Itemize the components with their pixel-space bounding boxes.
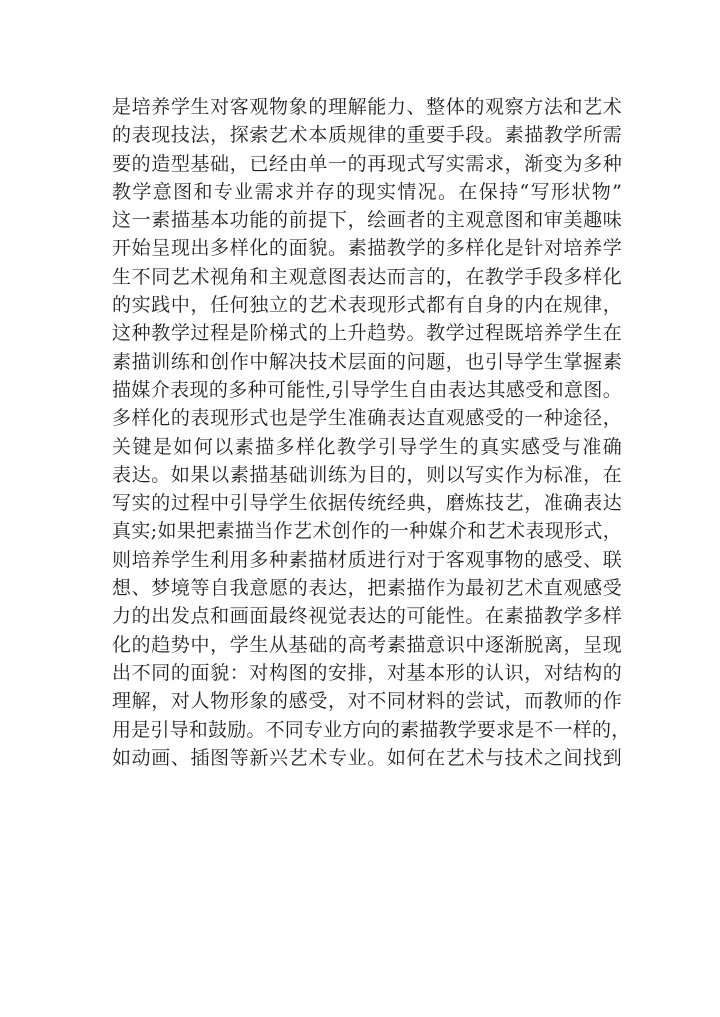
text-line: 生不同艺术视角和主观意图表达而言的，在教学手段多样化 — [112, 265, 622, 288]
text-line: 关键是如何以素描多样化教学引导学生的真实感受与准确 — [112, 435, 622, 458]
text-line: 教学意图和专业需求并存的现实情况。在保持“写形状物” — [112, 180, 622, 203]
text-line: 这种教学过程是阶梯式的上升趋势。教学过程既培养学生在 — [112, 322, 622, 345]
text-line: 力的出发点和画面最终视觉表达的可能性。在素描教学多样 — [112, 605, 622, 628]
text-line: 写实的过程中引导学生依据传统经典，磨炼技艺，准确表达 — [112, 492, 622, 515]
text-line: 则培养学生利用多种素描材质进行对于客观事物的感受、联 — [112, 548, 622, 571]
text-line: 开始呈现出多样化的面貌。素描教学的多样化是针对培养学 — [112, 237, 622, 260]
text-line: 描媒介表现的多种可能性,引导学生自由表达其感受和意图。 — [112, 378, 622, 401]
text-line: 这一素描基本功能的前提下，绘画者的主观意图和审美趣味 — [112, 209, 622, 232]
text-line: 的表现技法，探索艺术本质规律的重要手段。素描教学所需 — [112, 124, 622, 147]
text-line: 出不同的面貌：对构图的安排，对基本形的认识，对结构的 — [112, 661, 622, 684]
text-line: 表达。如果以素描基础训练为目的，则以写实作为标准，在 — [112, 463, 622, 486]
text-line: 想、梦境等自我意愿的表达，把素描作为最初艺术直观感受 — [112, 577, 622, 600]
text-line: 理解，对人物形象的感受，对不同材料的尝试，而教师的作 — [112, 690, 622, 713]
text-line: 的实践中，任何独立的艺术表现形式都有自身的内在规律， — [112, 294, 622, 317]
text-line: 素描训练和创作中解决技术层面的问题，也引导学生掌握素 — [112, 350, 622, 373]
text-line: 化的趋势中，学生从基础的高考素描意识中逐渐脱离，呈现 — [112, 633, 622, 656]
text-line: 是培养学生对客观物象的理解能力、整体的观察方法和艺术 — [112, 96, 622, 118]
body-paragraph — [112, 93, 631, 772]
text-line: 用是引导和鼓励。不同专业方向的素描教学要求是不一样的， — [112, 718, 631, 741]
text-line: 真实;如果把素描当作艺术创作的一种媒介和艺术表现形式， — [112, 520, 622, 543]
text-line: 要的造型基础，已经由单一的再现式写实需求，渐变为多种 — [112, 152, 622, 175]
text-line: 多样化的表现形式也是学生准确表达直观感受的一种途径， — [112, 407, 622, 430]
text-line: 如动画、插图等新兴艺术专业。如何在艺术与技术之间找到 — [112, 746, 622, 769]
